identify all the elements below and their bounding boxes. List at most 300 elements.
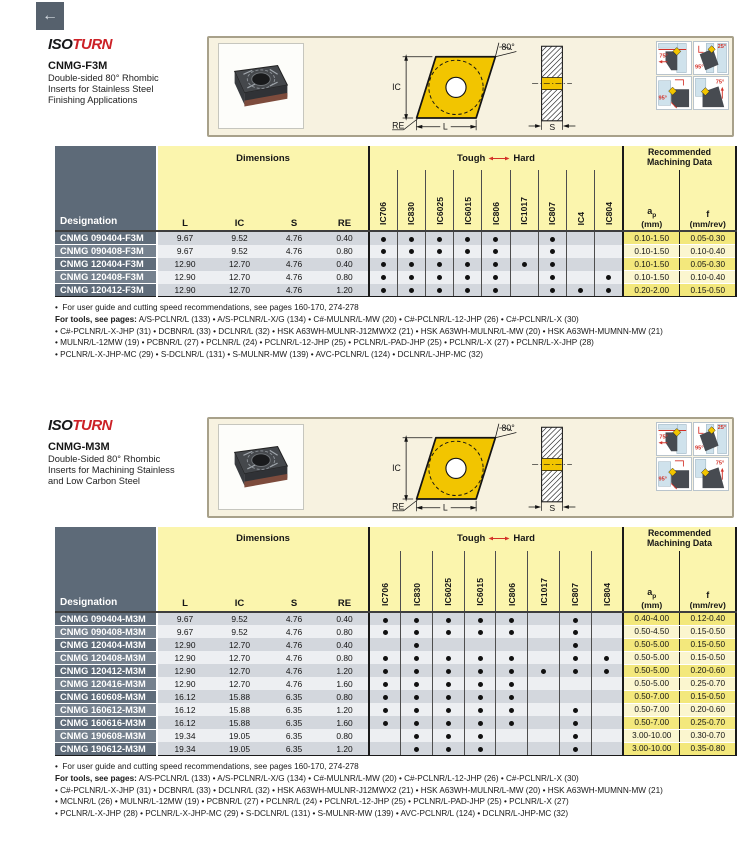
grade-cell — [464, 625, 496, 638]
grade-column-header — [482, 170, 510, 231]
dimension-cell: 19.34 — [157, 742, 212, 755]
grade-cell — [433, 638, 465, 651]
table-row — [55, 677, 736, 690]
grade-cell — [591, 638, 623, 651]
grade-dot — [446, 721, 451, 726]
grade-dot — [465, 288, 470, 293]
dimension-cell: 12.70 — [212, 664, 267, 677]
dimension-cell: 12.90 — [157, 677, 212, 690]
grade-dot — [509, 721, 514, 726]
grade-cell — [595, 245, 623, 258]
grade-dot — [381, 249, 386, 254]
dimension-cell: 4.76 — [267, 625, 321, 638]
f-cell: 0.12-0.40 — [680, 612, 736, 626]
l-label: L — [442, 121, 448, 132]
grade-cell — [464, 664, 496, 677]
grade-dot — [414, 669, 419, 674]
ap-cell: 0.50-7.00 — [623, 703, 680, 716]
grade-dot — [383, 695, 388, 700]
designation-cell: CNMG 160612-M3M — [55, 703, 157, 716]
grade-cell — [433, 664, 465, 677]
dimension-cell: 9.67 — [157, 625, 212, 638]
dimension-cell: 4.76 — [267, 651, 321, 664]
grade-dot — [446, 734, 451, 739]
grade-dot — [606, 288, 611, 293]
grade-cell — [369, 677, 401, 690]
grade-cell — [591, 690, 623, 703]
dimension-cell: 12.70 — [212, 651, 267, 664]
grade-dot — [573, 747, 578, 752]
grade-dot — [465, 249, 470, 254]
footnotes — [55, 302, 735, 361]
tools-note-line: • PCLNR/L-X-JHP-MC (29) • S-DCLNR/L (131) • S-MULNR-MW (139) • AVC-PCLNR/L (124) • DCLNR/L-JHP-MC (32) — [55, 350, 484, 360]
product-title: CNMG-M3M — [48, 440, 110, 453]
f-cell: 0.35-0.80 — [680, 742, 736, 755]
grade-dot — [383, 630, 388, 635]
table-row — [55, 729, 736, 742]
product-description — [48, 454, 207, 486]
grade-cell — [454, 258, 482, 271]
dimension-spacer — [212, 170, 267, 216]
grade-cell — [510, 258, 538, 271]
dimension-cell: 16.12 — [157, 690, 212, 703]
ap-column-header — [623, 551, 680, 612]
grade-cell — [528, 729, 560, 742]
grade-label: IC706 — [380, 583, 391, 606]
tools-note: For tools, see pages: A/S-PCLNR/L (133) • A/S-PCLNR/L-X/G (134) • C#-MULNR/L-MW (20) • C#-PCLNR/L-12-JHP (26) • C#-PCLNR/L-X (30) — [55, 773, 579, 783]
grade-column-header — [425, 170, 453, 231]
designation-header: Designation — [55, 527, 157, 612]
grade-dot — [437, 288, 442, 293]
grade-dot — [493, 275, 498, 280]
grade-dot — [541, 669, 546, 674]
dimensions-header: Dimensions — [157, 146, 369, 170]
dimension-cell: 0.80 — [321, 245, 369, 258]
grade-cell — [425, 231, 453, 245]
dimension-spacer — [157, 551, 212, 597]
diagram-panel — [207, 417, 734, 518]
grade-cell — [566, 245, 594, 258]
grade-dot — [414, 618, 419, 623]
grade-cell — [369, 703, 401, 716]
dimension-cell: 15.88 — [212, 716, 267, 729]
insert-table — [55, 527, 737, 756]
ap-cell: 0.50-5.00 — [623, 677, 680, 690]
f-cell: 0.15-0.50 — [680, 638, 736, 651]
table-row — [55, 625, 736, 638]
f-cell: 0.20-0.60 — [680, 703, 736, 716]
dimension-cell: 1.20 — [321, 284, 369, 297]
application-icon-backturning-75 — [693, 76, 729, 110]
dimension-column-header: IC — [212, 597, 267, 612]
side-view-drawing — [526, 422, 578, 519]
grade-dot — [414, 721, 419, 726]
designation-cell: CNMG 090404-M3M — [55, 612, 157, 626]
grade-dot — [573, 656, 578, 661]
dimension-cell: 0.80 — [321, 625, 369, 638]
dimension-cell: 12.70 — [212, 271, 267, 284]
grade-cell — [454, 284, 482, 297]
grade-dot — [478, 618, 483, 623]
grade-cell — [528, 716, 560, 729]
grade-cell — [369, 284, 397, 297]
ap-cell: 0.10-1.50 — [623, 271, 680, 284]
grade-cell — [369, 638, 401, 651]
dimension-cell: 1.60 — [321, 716, 369, 729]
grade-cell — [496, 625, 528, 638]
dimension-cell: 1.20 — [321, 703, 369, 716]
grade-dot — [578, 288, 583, 293]
grade-dot — [550, 288, 555, 293]
grade-label: IC4 — [575, 211, 586, 225]
grade-dot — [573, 708, 578, 713]
dimension-column-header: S — [267, 216, 321, 231]
dimension-cell: 0.80 — [321, 651, 369, 664]
grade-label: IC6025 — [434, 197, 445, 225]
grade-dot — [465, 275, 470, 280]
grade-dot — [409, 237, 414, 242]
grade-dot — [383, 721, 388, 726]
grade-cell — [595, 258, 623, 271]
grade-cell — [369, 716, 401, 729]
f-cell: 0.10-0.40 — [680, 271, 736, 284]
ap-cell: 0.50-5.00 — [623, 664, 680, 677]
application-icons — [656, 41, 729, 110]
grade-dot — [509, 695, 514, 700]
grade-cell — [401, 716, 433, 729]
grade-dot — [478, 734, 483, 739]
svg-text:95°: 95° — [658, 476, 667, 483]
table-row — [55, 690, 736, 703]
grade-cell — [369, 664, 401, 677]
grade-cell — [482, 231, 510, 245]
grade-cell — [482, 245, 510, 258]
dimension-spacer — [267, 170, 321, 216]
ap-unit: (mm) — [641, 219, 663, 229]
designation-cell: CNMG 090404-F3M — [55, 231, 157, 245]
designation-cell: CNMG 120416-M3M — [55, 677, 157, 690]
grade-cell — [496, 651, 528, 664]
ap-cell: 0.10-1.50 — [623, 231, 680, 245]
dimension-cell: 9.67 — [157, 612, 212, 626]
grade-dot — [446, 656, 451, 661]
dimension-cell: 4.76 — [267, 271, 321, 284]
product-description — [48, 73, 207, 105]
grade-cell — [528, 664, 560, 677]
grade-dot — [409, 249, 414, 254]
grade-cell — [566, 231, 594, 245]
grade-cell — [454, 245, 482, 258]
grade-dot — [573, 721, 578, 726]
dimension-column-header: L — [157, 216, 212, 231]
svg-text:75°: 75° — [659, 434, 668, 441]
grade-cell — [433, 612, 465, 626]
f-unit: (mm/rev) — [689, 599, 726, 610]
grade-cell — [454, 231, 482, 245]
f-cell: 0.25-0.70 — [680, 716, 736, 729]
grade-cell — [528, 690, 560, 703]
grade-cell — [559, 742, 591, 755]
dimension-cell: 12.90 — [157, 664, 212, 677]
table-row — [55, 664, 736, 677]
grade-cell — [482, 284, 510, 297]
grade-cell — [510, 271, 538, 284]
grade-dot — [437, 237, 442, 242]
ap-cell: 3.00-10.00 — [623, 729, 680, 742]
grade-column-header — [401, 551, 433, 612]
re-label: RE — [392, 120, 405, 131]
section-header — [0, 36, 739, 137]
dimension-cell: 4.76 — [267, 638, 321, 651]
application-icon-turning-75 — [656, 422, 692, 456]
tough-hard-header — [369, 146, 623, 170]
grade-dot — [550, 262, 555, 267]
grade-column-header — [464, 551, 496, 612]
insert-drawing — [390, 422, 522, 518]
dimension-spacer — [267, 551, 321, 597]
grade-cell — [369, 651, 401, 664]
grade-cell — [510, 245, 538, 258]
dimension-cell: 12.70 — [212, 677, 267, 690]
dimension-cell: 0.80 — [321, 690, 369, 703]
svg-text:95°: 95° — [658, 95, 667, 102]
grade-column-header — [433, 551, 465, 612]
tools-note-line: • MCLNR/L (26) • MULNR/L-12MW (19) • PCBNR/L (27) • PCLNR/L (24) • PCLNR/L-12-JHP (25) • PCLNR/L-PAD-JHP (25) • PCLNR/L-X (27) — [55, 797, 569, 807]
dimension-spacer — [321, 551, 369, 597]
grade-dot — [409, 262, 414, 267]
grade-dot — [522, 262, 527, 267]
grade-cell — [482, 258, 510, 271]
f-cell: 0.20-0.60 — [680, 664, 736, 677]
grade-cell — [559, 677, 591, 690]
grade-dot — [414, 656, 419, 661]
dimension-cell: 12.90 — [157, 651, 212, 664]
grade-dot — [550, 249, 555, 254]
grade-cell — [591, 612, 623, 626]
grade-dot — [606, 275, 611, 280]
designation-cell: CNMG 120404-F3M — [55, 258, 157, 271]
grade-cell — [510, 231, 538, 245]
grade-dot — [493, 249, 498, 254]
grade-column-header — [454, 170, 482, 231]
grade-cell — [433, 677, 465, 690]
designation-cell: CNMG 120412-M3M — [55, 664, 157, 677]
f-cell: 0.25-0.70 — [680, 677, 736, 690]
grade-cell — [401, 625, 433, 638]
f-cell: 0.15-0.50 — [680, 284, 736, 297]
grade-cell — [401, 677, 433, 690]
dimension-cell: 9.52 — [212, 625, 267, 638]
grade-dot — [604, 656, 609, 661]
dimension-cell: 4.76 — [267, 245, 321, 258]
dimension-column-header: RE — [321, 597, 369, 612]
grade-cell — [559, 729, 591, 742]
ap-unit: (mm) — [641, 599, 663, 610]
grade-label: IC807 — [547, 202, 558, 225]
grade-cell — [528, 625, 560, 638]
dimension-cell: 4.76 — [267, 677, 321, 690]
product-description-line: Double-Sided 80° Rhombic — [48, 453, 161, 464]
grade-column-header — [538, 170, 566, 231]
logo-turn: TURN — [72, 36, 113, 53]
designation-header: Designation — [55, 146, 157, 231]
tough-label: Tough — [457, 533, 486, 545]
grade-dot — [383, 708, 388, 713]
grade-cell — [528, 703, 560, 716]
grade-dot — [573, 643, 578, 648]
grade-dot — [383, 682, 388, 687]
grade-cell — [591, 625, 623, 638]
grade-cell — [559, 703, 591, 716]
grade-dot — [446, 695, 451, 700]
grade-dot — [478, 747, 483, 752]
grade-label: IC804 — [601, 583, 612, 606]
svg-text:75°: 75° — [715, 460, 725, 467]
grade-cell — [401, 703, 433, 716]
grade-cell — [496, 638, 528, 651]
back-button[interactable] — [36, 2, 64, 30]
ap-cell: 0.40-4.00 — [623, 612, 680, 626]
dimensions-header: Dimensions — [157, 527, 369, 551]
designation-cell: CNMG 190612-M3M — [55, 742, 157, 755]
dimension-cell: 0.80 — [321, 271, 369, 284]
insert-drawing — [390, 41, 522, 137]
ap-subscript: p — [652, 212, 657, 219]
grade-dot — [509, 682, 514, 687]
dimension-cell: 4.76 — [267, 612, 321, 626]
grade-cell — [464, 677, 496, 690]
grade-column-header — [510, 170, 538, 231]
grade-cell — [369, 258, 397, 271]
grade-cell — [401, 612, 433, 626]
dimension-cell: 16.12 — [157, 716, 212, 729]
footnotes — [55, 761, 735, 820]
grade-cell — [566, 271, 594, 284]
tools-note-line: • MULNR/L-12MW (19) • PCBNR/L (27) • PCLNR/L (24) • PCLNR/L-12-JHP (25) • PCLNR/L-PAD-JHP (25) • PCLNR/L-X (27) • PCLNR/L-X-JHP (28) — [55, 338, 594, 348]
application-icon-facing-95 — [693, 41, 729, 75]
grade-cell — [482, 271, 510, 284]
grade-cell — [369, 271, 397, 284]
grade-cell — [397, 271, 425, 284]
grade-cell — [369, 729, 401, 742]
dimension-cell: 12.70 — [212, 258, 267, 271]
ap-cell: 0.50-7.00 — [623, 716, 680, 729]
grade-dot — [573, 669, 578, 674]
table-row — [55, 716, 736, 729]
designation-cell: CNMG 160608-M3M — [55, 690, 157, 703]
angle-label: 80° — [501, 41, 515, 52]
grade-cell — [538, 258, 566, 271]
catalog-sections — [0, 36, 739, 820]
grade-cell — [401, 638, 433, 651]
grade-cell — [401, 664, 433, 677]
grade-dot — [446, 618, 451, 623]
dimension-cell: 0.40 — [321, 258, 369, 271]
grade-cell — [559, 612, 591, 626]
grade-cell — [425, 245, 453, 258]
grade-cell — [559, 716, 591, 729]
dimension-cell: 0.40 — [321, 612, 369, 626]
grade-dot — [437, 275, 442, 280]
product-description-line: Inserts for Stainless Steel — [48, 83, 154, 94]
grade-cell — [559, 638, 591, 651]
f-column-header — [680, 551, 736, 612]
dimension-column-header: RE — [321, 216, 369, 231]
product-info — [0, 36, 207, 105]
grade-cell — [425, 284, 453, 297]
grade-cell — [433, 716, 465, 729]
dimension-cell: 6.35 — [267, 703, 321, 716]
table-row — [55, 638, 736, 651]
grade-cell — [401, 690, 433, 703]
dimension-column-header: IC — [212, 216, 267, 231]
dimension-cell: 15.88 — [212, 690, 267, 703]
dimension-cell: 9.52 — [212, 231, 267, 245]
dimension-cell: 0.40 — [321, 231, 369, 245]
grade-cell — [401, 742, 433, 755]
grade-cell — [464, 690, 496, 703]
tough-hard-arrow-icon — [488, 155, 510, 162]
grade-dot — [409, 288, 414, 293]
ap-cell: 0.50-4.50 — [623, 625, 680, 638]
grade-dot — [509, 618, 514, 623]
dimension-cell: 19.05 — [212, 729, 267, 742]
grade-dot — [446, 669, 451, 674]
grade-cell — [591, 729, 623, 742]
grade-cell — [538, 245, 566, 258]
f-cell: 0.05-0.30 — [680, 231, 736, 245]
application-icon-facing-95 — [693, 422, 729, 456]
grade-cell — [433, 703, 465, 716]
table-row — [55, 245, 736, 258]
grade-dot — [478, 682, 483, 687]
grade-cell — [591, 664, 623, 677]
grade-cell — [464, 651, 496, 664]
table-row — [55, 284, 736, 297]
grade-cell — [433, 742, 465, 755]
dimension-cell: 6.35 — [267, 742, 321, 755]
dimension-cell: 1.20 — [321, 664, 369, 677]
grade-column-header — [397, 170, 425, 231]
grade-cell — [496, 677, 528, 690]
grade-dot — [446, 747, 451, 752]
dimension-cell: 16.12 — [157, 703, 212, 716]
grade-dot — [604, 669, 609, 674]
f-cell: 0.15-0.50 — [680, 651, 736, 664]
dimension-cell: 4.76 — [267, 231, 321, 245]
grade-cell — [496, 664, 528, 677]
grade-cell — [528, 742, 560, 755]
grade-dot — [573, 734, 578, 739]
grade-dot — [550, 237, 555, 242]
grade-cell — [433, 651, 465, 664]
grade-column-header — [566, 170, 594, 231]
grade-dot — [414, 695, 419, 700]
designation-cell: CNMG 120404-M3M — [55, 638, 157, 651]
ap-cell: 0.20-2.00 — [623, 284, 680, 297]
grade-dot — [414, 708, 419, 713]
grade-dot — [414, 747, 419, 752]
product-description-line: Double-sided 80° Rhombic — [48, 73, 159, 83]
dimension-cell: 1.60 — [321, 677, 369, 690]
grade-cell — [595, 284, 623, 297]
grade-cell — [528, 677, 560, 690]
hard-label: Hard — [513, 152, 535, 164]
table-row — [55, 612, 736, 626]
grade-cell — [538, 231, 566, 245]
isoturn-logo — [48, 36, 207, 53]
grade-dot — [550, 275, 555, 280]
